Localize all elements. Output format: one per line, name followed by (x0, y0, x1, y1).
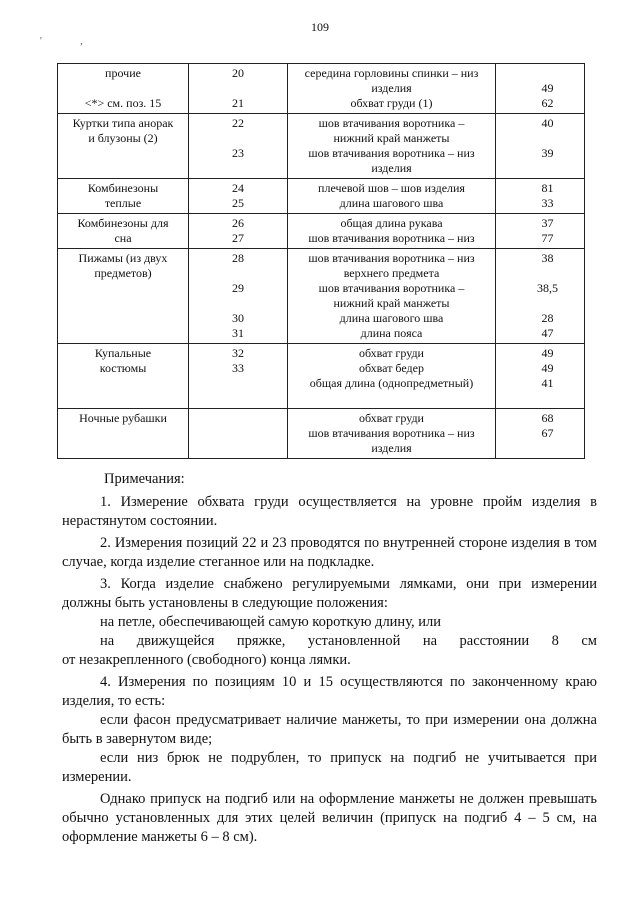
cell-line: <*> см. поз. 15 (84, 96, 162, 110)
cell-line (514, 161, 581, 176)
cell-line: обхват груди (359, 346, 424, 360)
cell-line (61, 426, 185, 441)
cell-line (192, 441, 284, 456)
note-word: см (581, 633, 597, 649)
cell-line: обхват груди (1) (350, 96, 433, 110)
table-cell (496, 179, 585, 214)
cell-line: изделия (371, 441, 412, 455)
cell-line (291, 391, 492, 406)
table-cell (58, 214, 189, 249)
cell-line: верхнего предмета (343, 266, 440, 280)
cell-line (61, 391, 185, 406)
table-row (58, 64, 585, 114)
cell-line: 37 (541, 216, 554, 230)
cell-line: шов втачивания воротника – низ (308, 231, 475, 245)
cell-line: шов втачивания воротника – (318, 281, 465, 295)
cell-line (192, 391, 284, 406)
table-row (58, 179, 585, 214)
cell-line: 33 (232, 361, 244, 375)
note-5: Однако припуск на подгиб или на оформление манжеты не должен превышать обычно установленных для этих целей величин (припуск на подгиб 4 – 5 см, на оформление манжеты 6 – 8 см). (62, 791, 597, 845)
cell-line (61, 161, 185, 176)
cell-line (192, 81, 284, 96)
cell-line: сна (114, 231, 132, 245)
cell-line: 23 (232, 146, 244, 160)
cell-line: нижний край манжеты (333, 131, 450, 145)
cell-line (514, 66, 581, 81)
cell-line: Купальные (94, 346, 152, 360)
table-cell (288, 409, 496, 459)
cell-line: 28 (541, 311, 554, 325)
cell-line: обхват груди (359, 411, 424, 425)
cell-line: 21 (232, 96, 244, 110)
cell-line: предметов) (94, 266, 152, 280)
table-cell (58, 249, 189, 344)
cell-line: Ночные рубашки (79, 411, 167, 425)
cell-line: 26 (232, 216, 244, 230)
table-cell (189, 114, 288, 179)
cell-line: Куртки типа анорак (72, 116, 174, 130)
cell-line: 29 (232, 281, 244, 295)
cell-line: шов втачивания воротника – низ (308, 251, 475, 265)
cell-line: изделия (371, 161, 412, 175)
cell-line: середина горловины спинки – низ (304, 66, 479, 80)
table-cell (288, 249, 496, 344)
cell-line: Комбинезоны для (77, 216, 169, 230)
cell-line: 38 (541, 251, 554, 265)
cell-line (61, 376, 185, 391)
cell-line: 41 (541, 376, 554, 390)
cell-line: 30 (232, 311, 244, 325)
cell-line (61, 441, 185, 456)
cell-line: шов втачивания воротника – низ (308, 146, 475, 160)
cell-line (192, 296, 284, 311)
cell-line: общая длина (однопредметный) (309, 376, 474, 390)
cell-line: 67 (541, 426, 554, 440)
cell-line: длина шагового шва (339, 196, 444, 210)
table-cell (189, 214, 288, 249)
note-word: на (422, 633, 438, 649)
table-cell (288, 214, 496, 249)
measurements-table (57, 63, 585, 459)
cell-line: костюмы (99, 361, 147, 375)
cell-line: Комбинезоны (87, 181, 159, 195)
cell-line (61, 146, 185, 161)
table-cell (58, 114, 189, 179)
table-cell (189, 179, 288, 214)
cell-line: 77 (541, 231, 554, 245)
cell-line: Пижамы (из двух (78, 251, 168, 265)
table-cell (58, 344, 189, 409)
cell-line: 33 (541, 196, 554, 210)
notes-title: Примечания: (104, 471, 185, 487)
cell-line: шов втачивания воротника – (318, 116, 465, 130)
cell-line (61, 311, 185, 326)
note-word: на (100, 633, 115, 649)
cell-line (514, 266, 581, 281)
table-cell (58, 179, 189, 214)
note-3-option-b (62, 632, 597, 651)
cell-line: и блузоны (2) (88, 131, 158, 145)
cell-line (192, 161, 284, 176)
note-word: расстоянии (459, 633, 530, 649)
cell-line: 49 (541, 346, 554, 360)
cell-line: шов втачивания воротника – низ (308, 426, 475, 440)
cell-line: прочие (105, 66, 141, 80)
scan-marks: ' , (40, 36, 101, 47)
table-cell (189, 64, 288, 114)
note-word: установленной (307, 633, 401, 649)
cell-line: 62 (541, 96, 554, 110)
cell-line (192, 266, 284, 281)
note-4: 4. Измерения по позициям 10 и 15 осуществляются по законченному краю изделия, то есть: (62, 674, 597, 709)
table-cell (496, 249, 585, 344)
note-3-option-b-tail: от незакрепленного (свободного) конца лямки. (62, 652, 351, 668)
cell-line: общая длина рукава (340, 216, 443, 230)
note-1: 1. Измерение обхвата груди осуществляется на уровне пройм изделия в нерастянутом состоянии. (62, 494, 597, 529)
cell-line: обхват бедер (359, 361, 424, 375)
table-cell (496, 344, 585, 409)
cell-line (514, 296, 581, 311)
table-cell (58, 64, 189, 114)
cell-line: нижний край манжеты (333, 296, 450, 310)
cell-line: 20 (232, 66, 244, 80)
cell-line: 24 (232, 181, 244, 195)
page-number: 109 (311, 20, 329, 34)
cell-line: плечевой шов – шов изделия (318, 181, 465, 195)
table-row (58, 114, 585, 179)
cell-line: 25 (232, 196, 244, 210)
table-cell (288, 344, 496, 409)
note-word: пряжке, (236, 633, 286, 649)
cell-line: теплые (104, 196, 142, 210)
cell-line: 22 (232, 116, 244, 130)
cell-line: 47 (541, 326, 554, 340)
note-3-option-a: на петле, обеспечивающей самую короткую длину, или (100, 614, 441, 630)
note-4-option-b: если низ брюк не подрублен, то припуск на подгиб не учитывается при измерении. (62, 750, 597, 785)
table-cell (288, 179, 496, 214)
table-row (58, 249, 585, 344)
table-cell (496, 214, 585, 249)
table-cell (496, 409, 585, 459)
cell-line (514, 441, 581, 456)
cell-line: 81 (541, 181, 554, 195)
cell-line (61, 81, 185, 96)
cell-line (61, 296, 185, 311)
table-cell (288, 64, 496, 114)
cell-line: 40 (541, 116, 554, 130)
note-word: движущейся (136, 633, 215, 649)
note-4-option-a: если фасон предусматривает наличие манжеты, то при измерении она должна быть в завернутом виде; (62, 712, 597, 747)
cell-line: 27 (232, 231, 244, 245)
cell-line (61, 326, 185, 341)
cell-line: длина пояса (360, 326, 423, 340)
cell-line: 32 (232, 346, 244, 360)
cell-line (514, 131, 581, 146)
notes-section (62, 470, 597, 847)
table-row (58, 344, 585, 409)
cell-line: 38,5 (537, 281, 558, 295)
cell-line (192, 426, 284, 441)
cell-line (192, 376, 284, 391)
cell-line: 68 (541, 411, 554, 425)
table-cell (189, 409, 288, 459)
table-cell (496, 64, 585, 114)
note-2: 2. Измерения позиций 22 и 23 проводятся по внутренней стороне изделия в том случае, когда изделие стеганное или на подкладке. (62, 535, 597, 570)
cell-line: изделия (371, 81, 412, 95)
cell-line: 39 (541, 146, 554, 160)
cell-line: 28 (232, 251, 244, 265)
note-3: 3. Когда изделие снабжено регулируемыми лямками, они при измерении должны быть установлены в следующие положения: (62, 576, 597, 611)
cell-line (514, 391, 581, 406)
table-cell (288, 114, 496, 179)
cell-line: 31 (232, 326, 244, 340)
table-row (58, 409, 585, 459)
note-word: 8 (551, 633, 559, 649)
cell-line (192, 411, 284, 426)
cell-line: 49 (541, 361, 554, 375)
table-row (58, 214, 585, 249)
table-cell (58, 409, 189, 459)
table-cell (189, 249, 288, 344)
table-cell (189, 344, 288, 409)
cell-line: 49 (541, 81, 554, 95)
cell-line (192, 131, 284, 146)
table-cell (496, 114, 585, 179)
cell-line: длина шагового шва (339, 311, 444, 325)
cell-line (61, 281, 185, 296)
